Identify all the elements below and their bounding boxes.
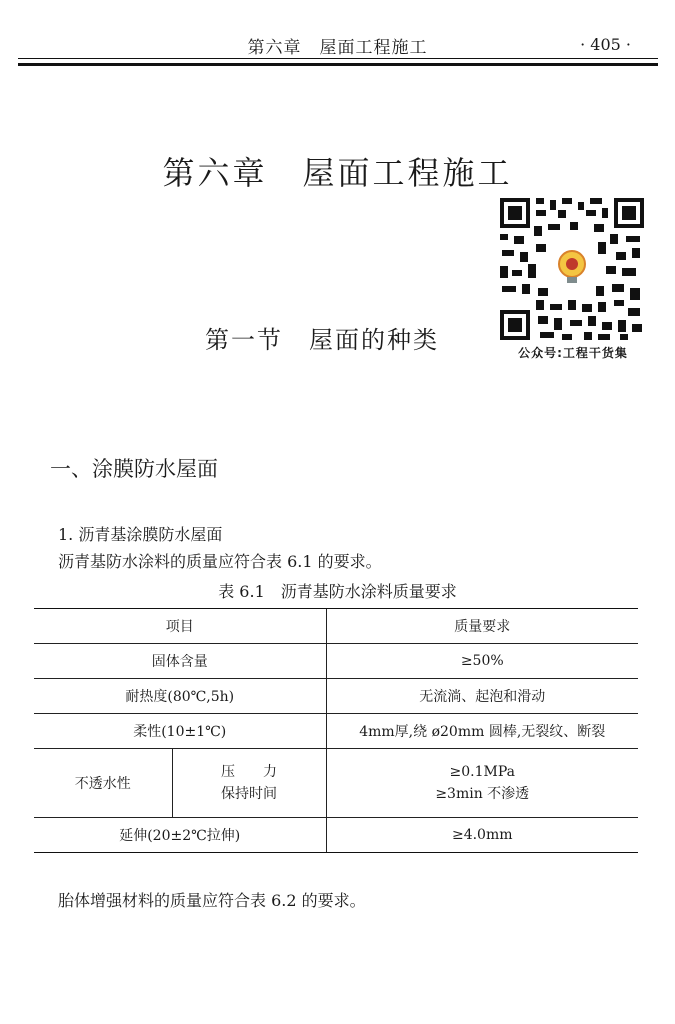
table-header-item: 项目 — [34, 609, 326, 644]
footer-paragraph: 胎体增强材料的质量应符合表 6.2 的要求。 — [58, 891, 366, 910]
table-row — [34, 644, 638, 679]
table-cell-item: 固体含量 — [34, 644, 326, 679]
table-cell-requirement: ≥50% — [326, 644, 638, 679]
running-title: 第六章 屋面工程施工 — [247, 38, 428, 58]
table-header-requirement: 质量要求 — [326, 609, 638, 644]
qr-code-icon — [498, 196, 646, 342]
table-subrequirement: ≥0.1MPa — [449, 764, 515, 780]
paragraph-heading: 1. 沥青基涂膜防水屋面 — [58, 525, 223, 544]
table-cell-requirement — [326, 749, 638, 818]
table-row — [34, 679, 638, 714]
table-cell-item: 耐热度(80℃,5h) — [34, 679, 326, 714]
table-row — [34, 818, 638, 853]
table-cell-requirement: 无流淌、起泡和滑动 — [326, 679, 638, 714]
table-row — [34, 749, 638, 818]
table-cell-requirement: 4mm厚,绕 ø20mm 圆棒,无裂纹、断裂 — [326, 714, 638, 749]
page-number: · 405 · — [580, 35, 631, 54]
header-rule-thin — [18, 58, 658, 59]
chapter-title: 第六章 屋面工程施工 — [162, 154, 513, 192]
table-cell-item: 柔性(10±1℃) — [34, 714, 326, 749]
table-subrequirement: ≥3min 不渗透 — [435, 786, 530, 802]
table-cell-subitems — [172, 749, 326, 818]
table-cell-requirement: ≥4.0mm — [326, 818, 638, 853]
table-row — [34, 714, 638, 749]
table-cell-item: 延伸(20±2℃拉伸) — [34, 818, 326, 853]
header-rule-thick — [18, 63, 658, 66]
section-title: 第一节 屋面的种类 — [205, 326, 439, 354]
qr-caption: 公众号:工程干货集 — [518, 346, 628, 360]
paragraph-text: 沥青基防水涂料的质量应符合表 6.1 的要求。 — [58, 552, 382, 571]
quality-requirements-table — [34, 608, 638, 853]
table-cell-item: 不透水性 — [34, 749, 172, 818]
table-caption: 表 6.1 沥青基防水涂料质量要求 — [218, 582, 457, 601]
table-subitem: 压 力 — [221, 764, 277, 780]
table-header-row — [34, 609, 638, 644]
table-subitem: 保持时间 — [221, 786, 277, 802]
subsection-title: 一、涂膜防水屋面 — [50, 457, 218, 481]
